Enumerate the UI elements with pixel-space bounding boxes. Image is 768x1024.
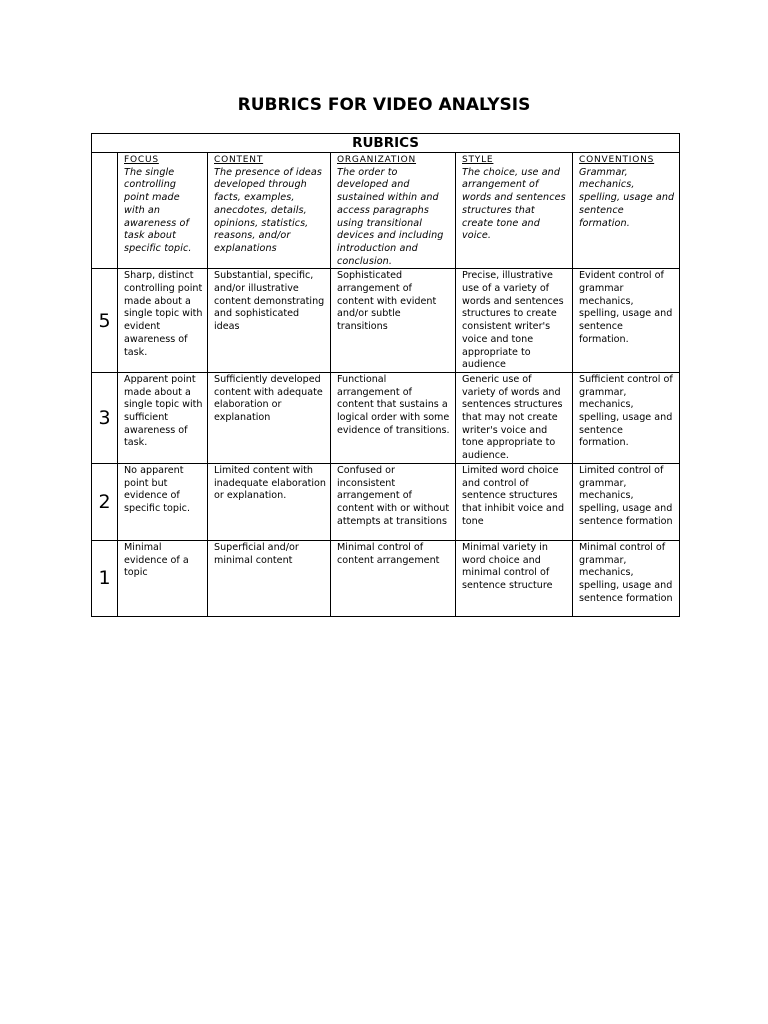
rubric-cell-focus: No apparent point but evidence of specific topic.	[118, 463, 208, 540]
criterion-organization	[331, 153, 456, 269]
criteria-row	[92, 153, 680, 269]
score-row-1	[92, 540, 680, 616]
criterion-name: STYLE	[462, 155, 494, 165]
rubric-cell-content: Substantial, specific, and/or illustrative content demonstrating and sophisticated ideas	[208, 269, 331, 373]
criterion-conventions	[573, 153, 680, 269]
criterion-focus	[118, 153, 208, 269]
criterion-description: The single controlling point made with an awareness of task about specific topic.	[124, 166, 192, 254]
score-row-3	[92, 372, 680, 463]
rubric-cell-conventions: Sufficient control of grammar, mechanics, spelling, usage and sentence formation.	[573, 372, 680, 463]
score-row-2	[92, 463, 680, 540]
rubric-cell-conventions: Evident control of grammar mechanics, spelling, usage and sentence formation.	[573, 269, 680, 373]
rubric-table	[91, 133, 680, 617]
criterion-style	[456, 153, 573, 269]
score-row-5	[92, 269, 680, 373]
criterion-name: ORGANIZATION	[337, 155, 417, 165]
criterion-name: CONTENT	[214, 155, 264, 165]
rubric-table-header: RUBRICS	[92, 134, 680, 153]
rubric-cell-focus: Minimal evidence of a topic	[118, 540, 208, 616]
rubric-cell-conventions: Limited control of grammar, mechanics, spelling, usage and sentence formation	[573, 463, 680, 540]
score-label: 5	[92, 269, 118, 373]
criterion-name: CONVENTIONS	[579, 155, 655, 165]
rubric-cell-style: Precise, illustrative use of a variety of words and sentences structures to create consistent writer's voice and tone appropriate to audience	[456, 269, 573, 373]
criterion-description: The choice, use and arrangement of words and sentences structures that create tone and voice.	[462, 166, 566, 242]
criterion-name: FOCUS	[124, 155, 159, 165]
rubric-cell-style: Generic use of variety of words and sentences structures that may not create writer's voice and tone appropriate to audience.	[456, 372, 573, 463]
rubric-cell-conventions: Minimal control of grammar, mechanics, spelling, usage and sentence formation	[573, 540, 680, 616]
rubric-cell-focus: Apparent point made about a single topic with sufficient awareness of task.	[118, 372, 208, 463]
score-column-blank	[92, 153, 118, 269]
rubric-cell-content: Limited content with inadequate elaboration or explanation.	[208, 463, 331, 540]
criterion-description: The presence of ideas developed through facts, examples, anecdotes, details, opinions, statistics, reasons, and/or explanations	[214, 166, 322, 254]
rubric-cell-content: Sufficiently developed content with adequate elaboration or explanation	[208, 372, 331, 463]
rubric-cell-organization: Functional arrangement of content that sustains a logical order with some evidence of transitions.	[331, 372, 456, 463]
document-title: RUBRICS FOR VIDEO ANALYSIS	[237, 95, 531, 115]
rubric-cell-content: Superficial and/or minimal content	[208, 540, 331, 616]
score-label: 2	[92, 463, 118, 540]
score-label: 3	[92, 372, 118, 463]
criterion-content	[208, 153, 331, 269]
rubric-cell-style: Limited word choice and control of sentence structures that inhibit voice and tone	[456, 463, 573, 540]
criterion-description: The order to developed and sustained within and access paragraphs using transitional devices and including introduction and conclusion.	[337, 166, 444, 267]
score-label: 1	[92, 540, 118, 616]
rubric-cell-focus: Sharp, distinct controlling point made about a single topic with evident awareness of task.	[118, 269, 208, 373]
criterion-description: Grammar, mechanics, spelling, usage and sentence formation.	[579, 166, 675, 229]
rubric-cell-style: Minimal variety in word choice and minimal control of sentence structure	[456, 540, 573, 616]
rubric-cell-organization: Confused or inconsistent arrangement of content with or without attempts at transitions	[331, 463, 456, 540]
rubric-cell-organization: Minimal control of content arrangement	[331, 540, 456, 616]
rubric-cell-organization: Sophisticated arrangement of content with evident and/or subtle transitions	[331, 269, 456, 373]
